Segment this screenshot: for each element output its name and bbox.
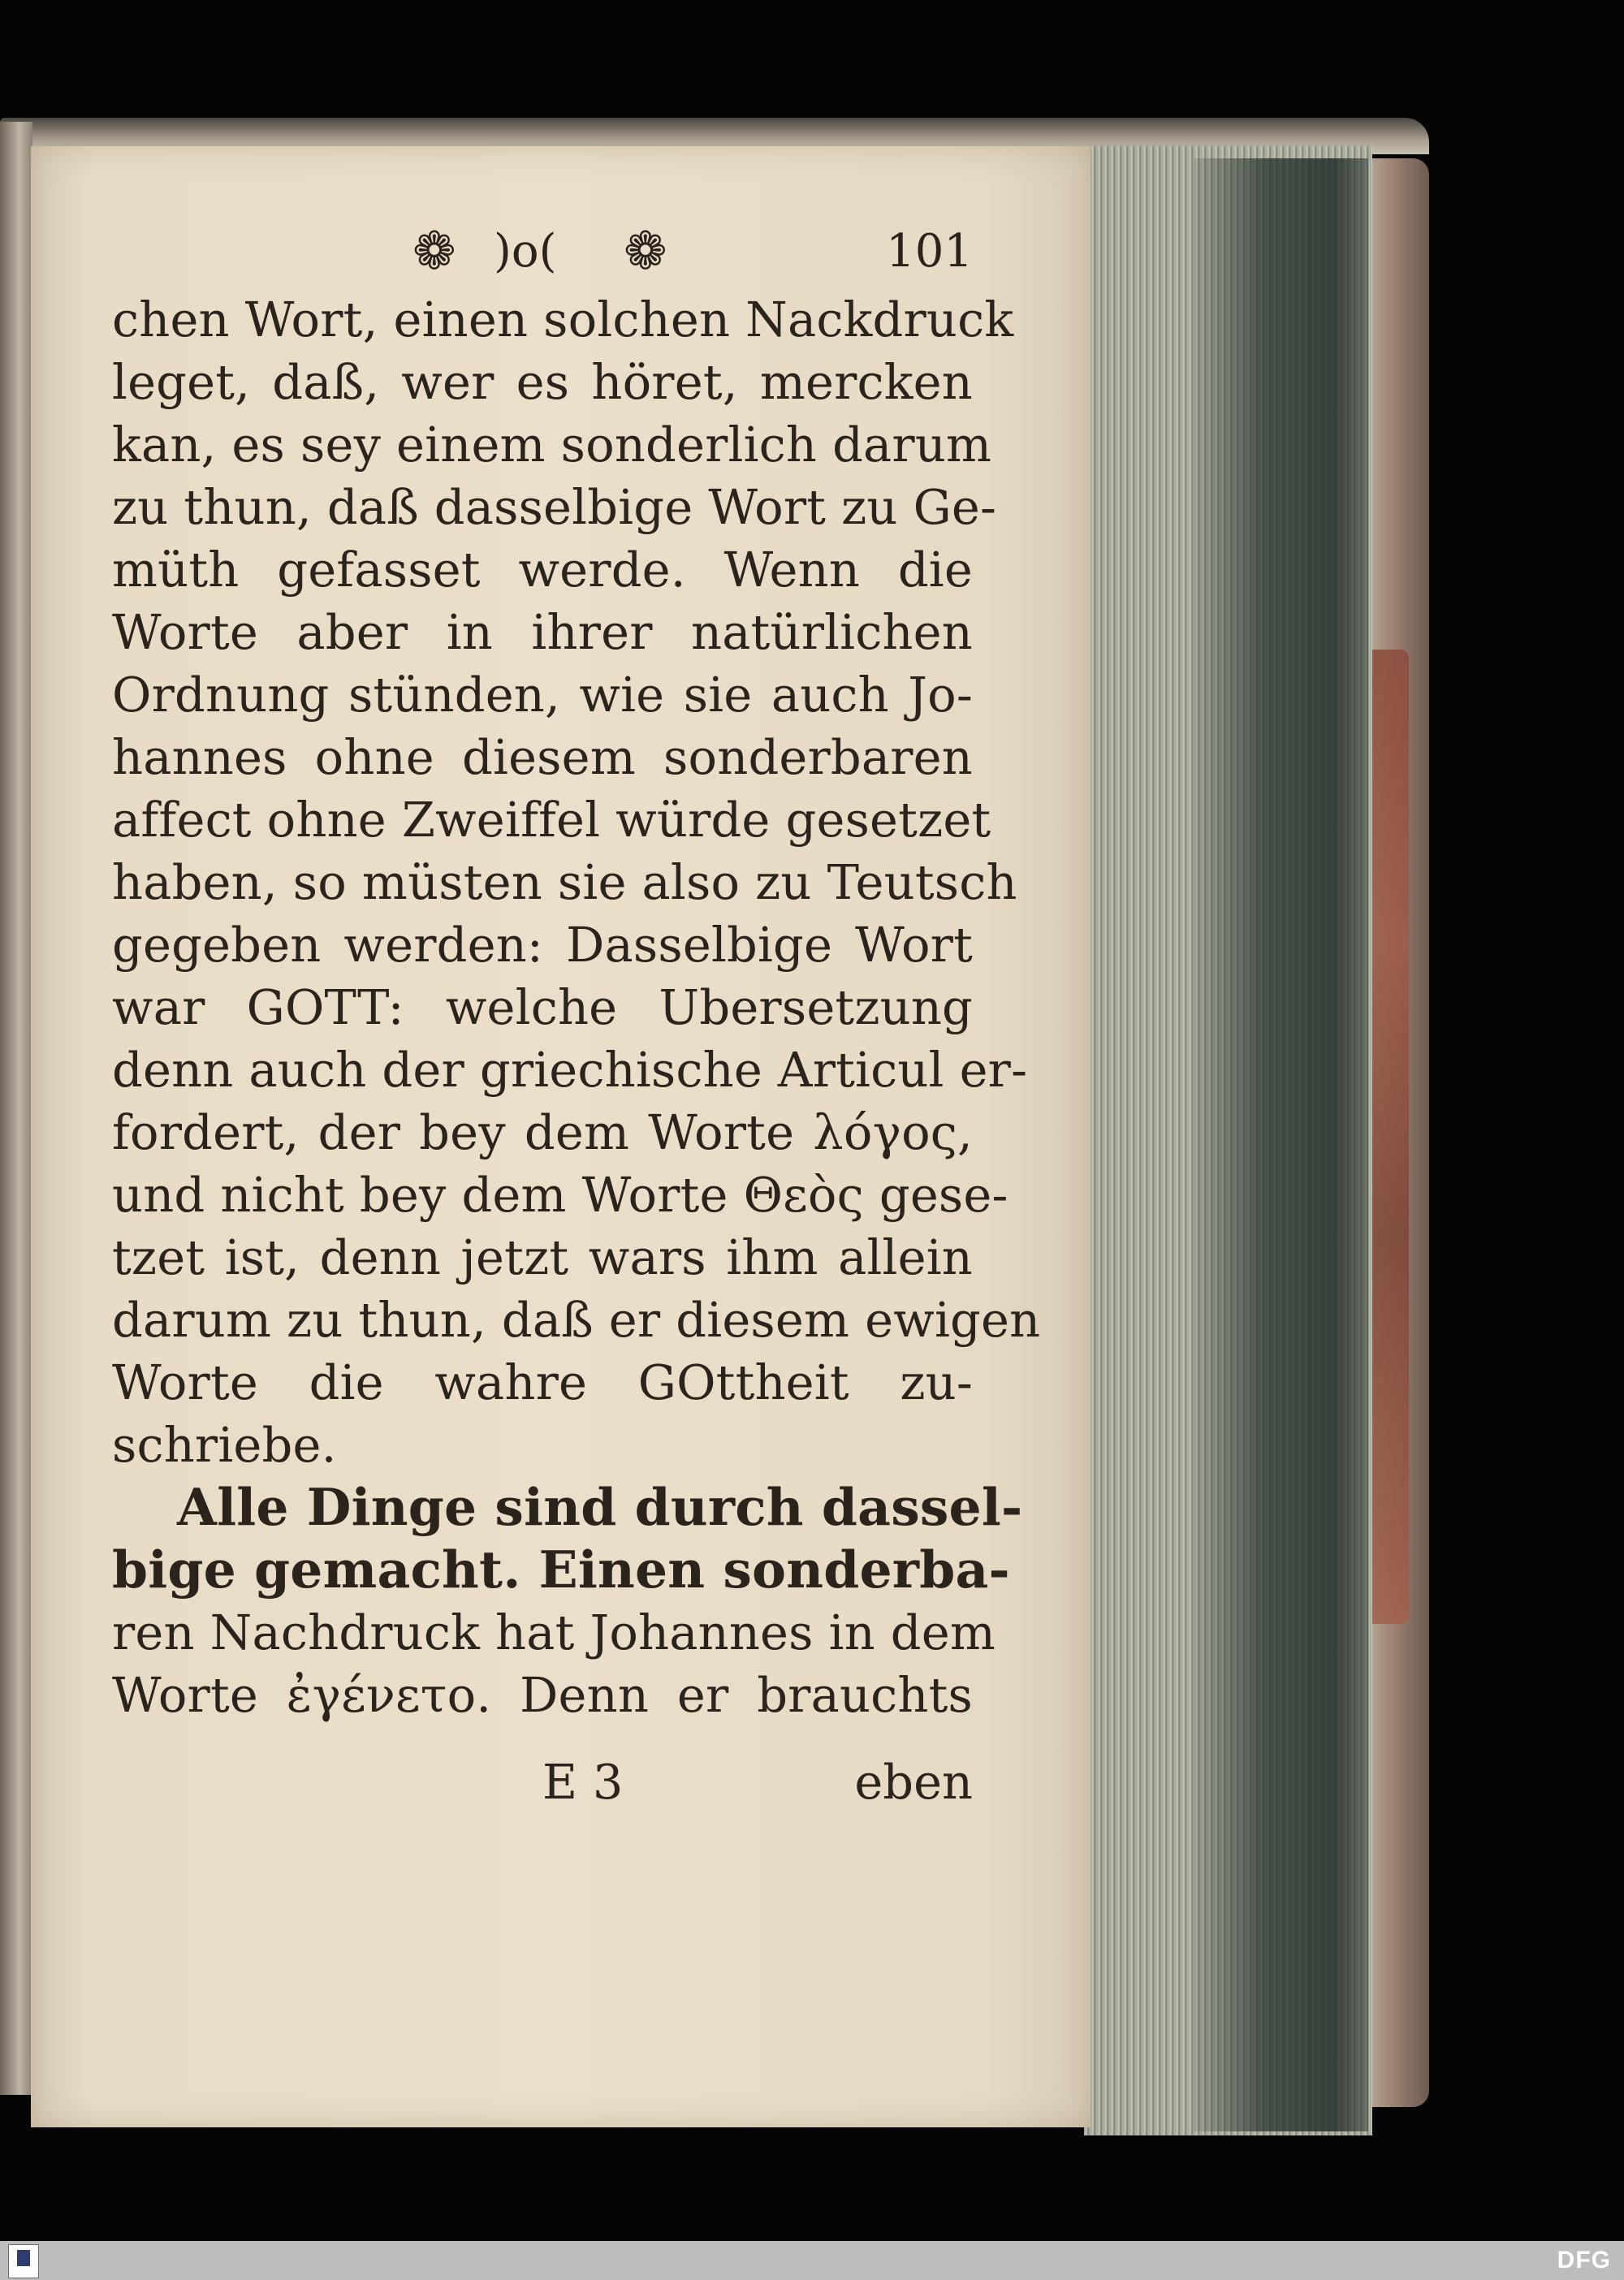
section-heading-line: bige gemacht. Einen sonderba- xyxy=(112,1539,1010,1600)
text-line: Worte ἐγένετο. Denn er brauchts xyxy=(112,1667,973,1723)
viewer-footer-bar xyxy=(0,2241,1624,2280)
flower-ornament-icon: ❁ xyxy=(412,222,456,282)
left-page-edge xyxy=(0,122,32,2095)
catchword: eben xyxy=(854,1754,973,1810)
text-line: affect ohne Zweiffel würde gesetzet xyxy=(112,792,991,848)
book-page xyxy=(31,146,1091,2127)
text-line: kan, es sey einem sonderlich darum xyxy=(112,417,992,473)
page-number: 101 xyxy=(886,225,973,278)
text-line: Ordnung stünden, wie sie auch Jo- xyxy=(112,667,973,723)
text-line: darum zu thun, daß er diesem ewigen xyxy=(112,1292,1041,1348)
text-line: tzet ist, denn jetzt wars ihm allein xyxy=(112,1229,973,1285)
text-line: hannes ohne diesem sonderbaren xyxy=(112,729,973,785)
page-block-shadow xyxy=(1194,158,1368,2131)
text-line: Worte aber in ihrer natürlichen xyxy=(112,604,973,660)
text-line: ren Nachdruck hat Johannes in dem xyxy=(112,1604,996,1660)
running-head xyxy=(145,219,973,284)
text-line: müth gefasset werde. Wenn die xyxy=(112,542,973,598)
signature-mark: E 3 xyxy=(542,1754,624,1810)
text-line: chen Wort, einen solchen Nackdruck xyxy=(112,291,1014,348)
text-line: leget, daß, wer es höret, mercken xyxy=(112,354,973,410)
text-line: denn auch der griechische Articul er- xyxy=(112,1042,1028,1098)
text-line: war GOTT: welche Ubersetzung xyxy=(112,979,973,1035)
text-line: fordert, der bey dem Worte λόγος, xyxy=(112,1104,973,1160)
text-line: zu thun, daß dasselbige Wort zu Ge- xyxy=(112,479,997,535)
section-heading-line: Alle Dinge sind durch dassel- xyxy=(177,1477,1023,1537)
page-footer xyxy=(112,1750,973,1815)
library-logo-icon xyxy=(8,2244,39,2278)
text-line: und nicht bey dem Worte Θεὸς gese- xyxy=(112,1167,1009,1223)
running-head-center: )o( xyxy=(494,225,557,278)
text-line: haben, so müsten sie also zu Teutsch xyxy=(112,854,1017,910)
dfg-label: DFG xyxy=(1557,2247,1611,2274)
text-line: Worte die wahre GOttheit zu- xyxy=(112,1354,973,1410)
text-line: schriebe. xyxy=(112,1417,337,1473)
text-line: gegeben werden: Dasselbige Wort xyxy=(112,917,973,973)
flower-ornament-icon: ❁ xyxy=(624,222,667,282)
body-text xyxy=(112,288,1041,1726)
